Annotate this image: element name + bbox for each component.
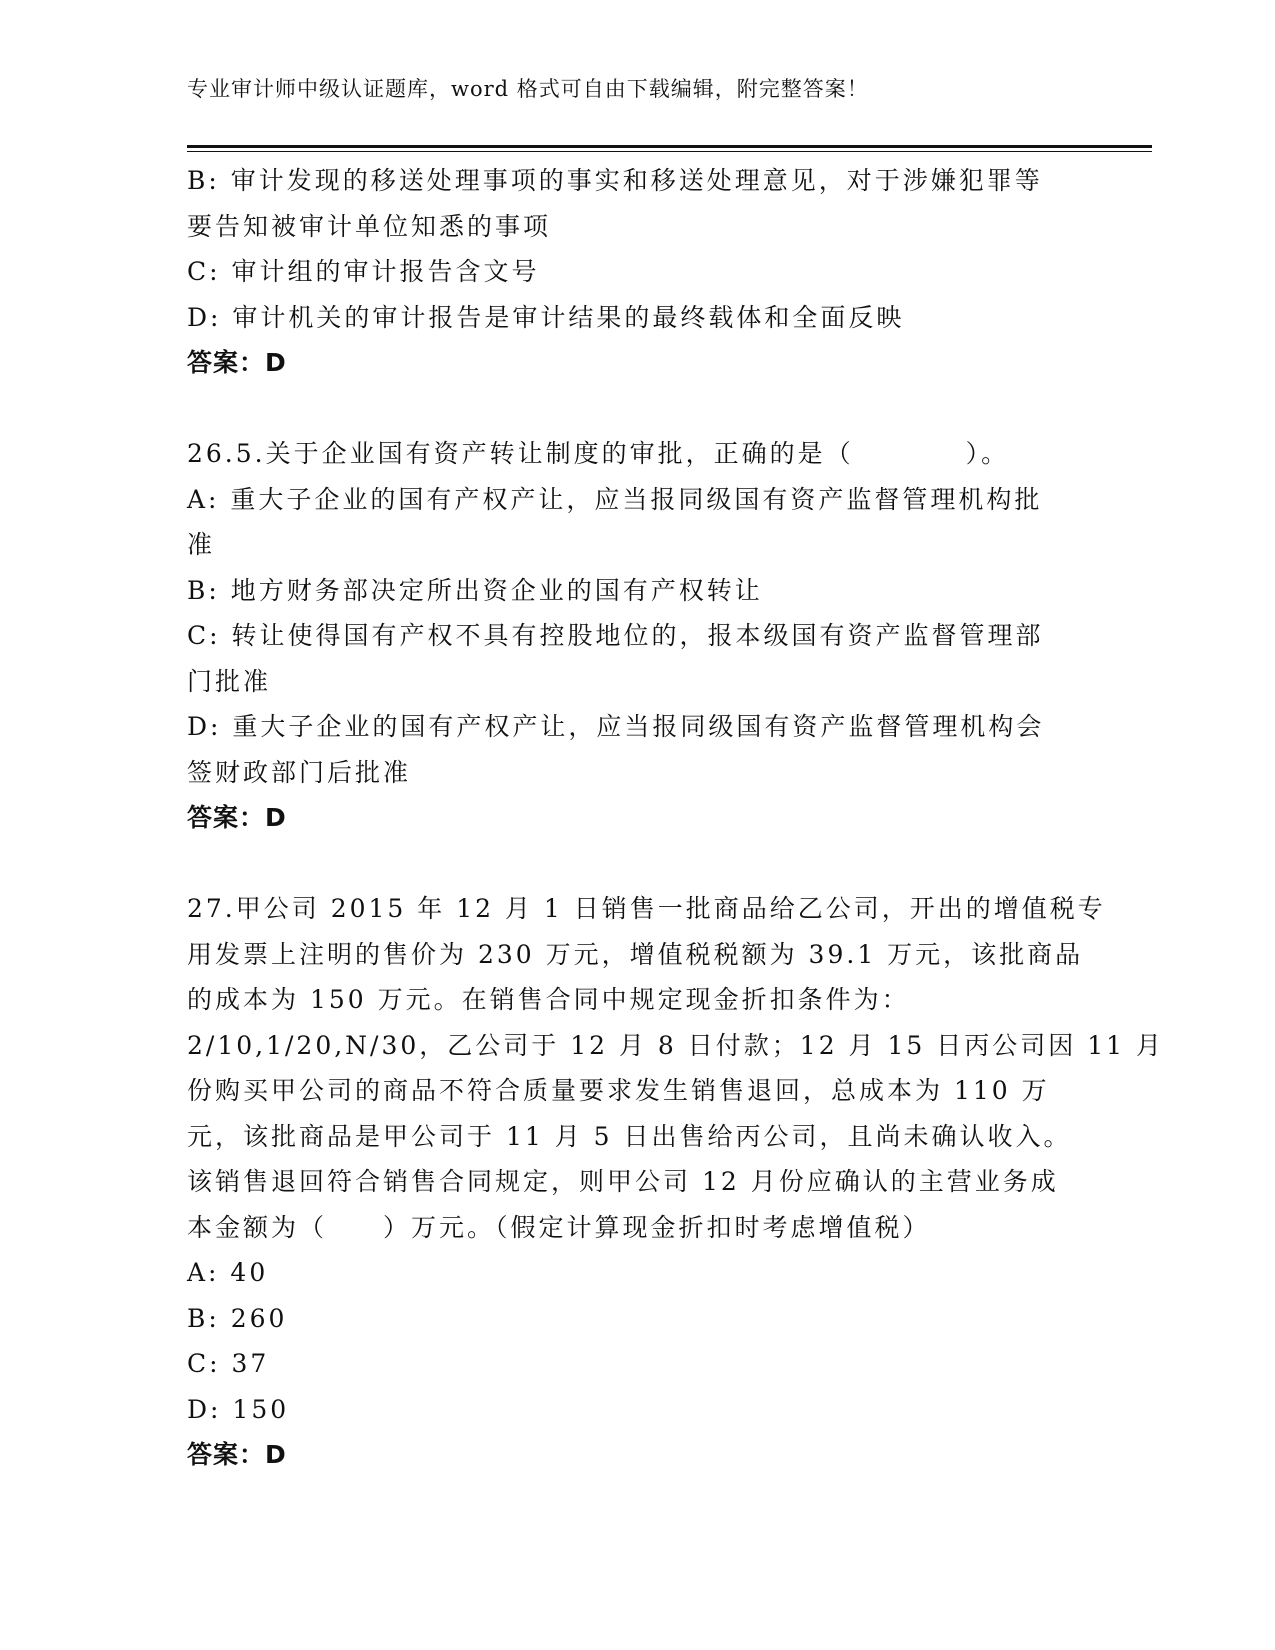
- option-c: C: 转让使得国有产权不具有控股地位的，报本级国有资产监督管理部: [187, 621, 1044, 650]
- header-divider-thin: [187, 151, 1152, 152]
- question-stem-continued: 2/10,1/20,N/30，乙公司于 12 月 8 日付款；12 月 15 日丙公司因 11 月: [187, 1030, 1164, 1060]
- header-divider-thick: [187, 145, 1152, 148]
- question-27: [187, 886, 1164, 1478]
- question-stem-continued: 的成本为 150 万元。在销售合同中规定现金折扣条件为：: [187, 985, 910, 1014]
- option-c: C: 审计组的审计报告含文号: [187, 257, 540, 286]
- option-b: B: 审计发现的移送处理事项的事实和移送处理意见，对于涉嫌犯罪等: [187, 166, 1043, 195]
- question-content: [187, 158, 1164, 1478]
- option-c-continued: 门批准: [187, 666, 272, 696]
- answer-line: 答案：D: [187, 348, 287, 377]
- option-b-continued: 要告知被审计单位知悉的事项: [187, 211, 552, 241]
- question-25-options: [187, 158, 1087, 386]
- option-c: C: 37: [187, 1349, 270, 1378]
- option-d-continued: 签财政部门后批准: [187, 757, 412, 787]
- question-stem: 27.甲公司 2015 年 12 月 1 日销售一批商品给乙公司，开出的增值税专: [187, 894, 1106, 923]
- question-stem: 26.5.关于企业国有资产转让制度的审批，正确的是（ ）。: [187, 439, 1010, 468]
- question-stem-continued: 本金额为（ ）万元。（假定计算现金折扣时考虑增值税）: [187, 1212, 931, 1242]
- spacer: [187, 386, 1087, 432]
- question-stem-continued: 用发票上注明的售价为 230 万元，增值税税额为 39.1 万元，该批商品: [187, 939, 1084, 969]
- spacer: [187, 841, 1087, 887]
- question-stem-continued: 元，该批商品是甲公司于 11 月 5 日出售给丙公司，且尚未确认收入。: [187, 1121, 1072, 1151]
- answer-line: 答案：D: [187, 1440, 287, 1469]
- option-a: A: 40: [187, 1258, 269, 1287]
- answer-line: 答案：D: [187, 803, 287, 832]
- question-stem-continued: 该销售退回符合销售合同规定，则甲公司 12 月份应确认的主营业务成: [187, 1167, 1059, 1196]
- option-b: B: 地方财务部决定所出资企业的国有产权转让: [187, 575, 763, 605]
- option-d: D: 重大子企业的国有产权产让，应当报同级国有资产监督管理机构会: [187, 712, 1045, 741]
- option-a: A: 重大子企业的国有产权产让，应当报同级国有资产监督管理机构批: [187, 484, 1043, 514]
- option-d: D: 150: [187, 1394, 290, 1424]
- page-header: 专业审计师中级认证题库，word 格式可自由下载编辑，附完整答案！: [187, 77, 869, 101]
- option-d: D: 审计机关的审计报告是审计结果的最终载体和全面反映: [187, 302, 905, 332]
- question-26: [187, 431, 1087, 841]
- question-stem-continued: 份购买甲公司的商品不符合质量要求发生销售退回，总成本为 110 万: [187, 1076, 1050, 1105]
- option-a-continued: 准: [187, 530, 216, 559]
- option-b: B: 260: [187, 1303, 288, 1333]
